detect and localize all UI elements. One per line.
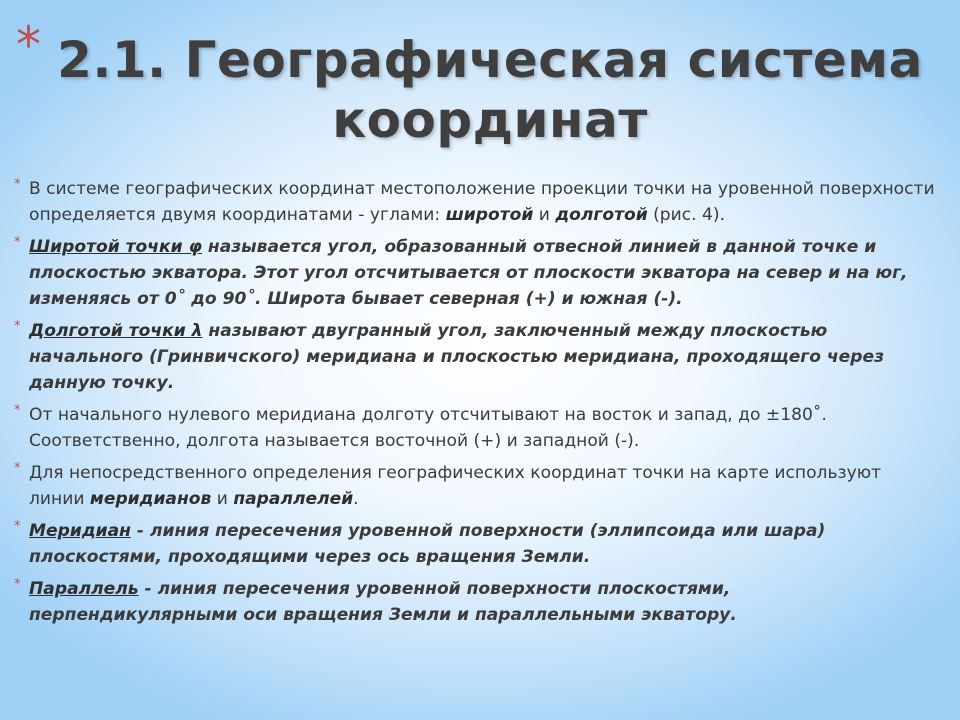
list-item-longitude [14,318,940,396]
intro-text: В системе географических координат местоположение проекции точки на уровенной поверхности определяется двумя координатами - углами: [29,179,935,225]
list-item-latitude [14,234,940,312]
parallels-word: параллелей [233,489,354,509]
latitude-term: Широтой точки φ [29,237,202,257]
bullet-list [14,176,940,634]
longitude-range-text: От начального нулевого меридиана долготу отсчитывают на восток и запад, до ±180˚. Соответственно, долгота называется восточной (+) и западной (-). [29,405,827,451]
title-star-icon: * [16,16,41,74]
intro-and: и [533,205,556,225]
star-bullet-icon: * [14,403,21,418]
lines-text: Для непосредственного определения географических координат точки на карте используют линии [29,463,882,509]
longitude-word: долготой [555,205,648,225]
star-bullet-icon: * [14,577,21,592]
star-bullet-icon: * [14,519,21,534]
title-line-2: координат [332,91,648,149]
title-line-1: 2.1. Географическая система [57,31,923,89]
latitude-word: широтой [445,205,534,225]
star-bullet-icon: * [14,235,21,250]
lines-end: . [353,489,359,509]
list-item-meridian [14,518,940,570]
star-bullet-icon: * [14,461,21,476]
list-item-lines [14,460,940,512]
meridian-definition: - линия пересечения уровенной поверхности (эллипсоида или шара) плоскостями, проходящими через ось вращения Земли. [29,521,826,567]
meridian-term: Меридиан [29,521,131,541]
list-item-intro [14,176,940,228]
star-bullet-icon: * [14,319,21,334]
intro-fig-ref: (рис. 4). [647,205,726,225]
latitude-definition: называется угол, образованный отвесной линией в данной точке и плоскостью экватора. Этот угол отсчитывается от плоскости экватора на север и на юг, изменяясь от 0˚ до 90˚. Широта бывает северная (+) и южная (-). [29,237,908,309]
longitude-definition: называют двугранный угол, заключенный между плоскостью начального (Гринвичского) меридиана и плоскостью меридиана, проходящего через данную точку. [29,321,885,393]
parallel-term: Параллель [29,579,139,599]
star-bullet-icon: * [14,177,21,192]
list-item-longitude-range [14,402,940,454]
lines-and: и [211,489,234,509]
longitude-term: Долготой точки λ [29,321,203,341]
parallel-definition: - линия пересечения уровенной поверхности плоскостями, перпендикулярными оси вращения Земли и параллельными экватору. [29,579,737,625]
list-item-parallel [14,576,940,628]
slide-title [40,30,940,150]
meridians-word: меридианов [89,489,212,509]
